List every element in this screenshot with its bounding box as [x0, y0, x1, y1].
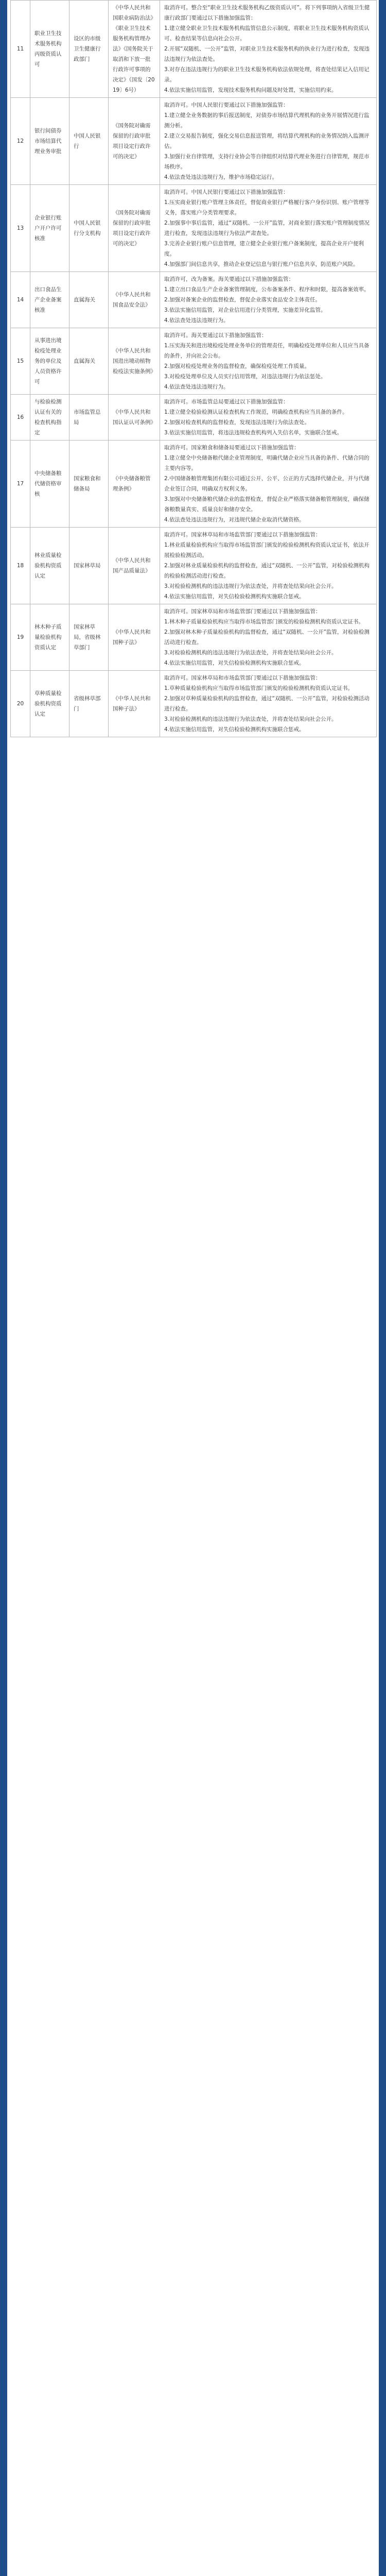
- measure-paragraph: 3.对存在违法违规行为的职业卫生技术服务机构依法依规处理，将查处结果记入信用记录。: [164, 66, 370, 83]
- measures-cell: [160, 272, 377, 328]
- implementing-org: 直属海关: [69, 272, 109, 328]
- item-name: 中央储备粮代储资格审核: [30, 440, 69, 528]
- table-row: [11, 395, 377, 440]
- measure-paragraph: 1.建立健全中央储备粮代储企业管理制度，明确代储企业应当具备的条件、代储合同的主要内容等。: [164, 455, 370, 471]
- row-number: 17: [11, 440, 30, 528]
- measure-paragraph: 取消许可。市场监管总局要通过以下措施加强监管：: [164, 399, 289, 405]
- item-name: 从事进出境检疫处理业务的单位及人员资格许可: [30, 328, 69, 395]
- measure-paragraph: 3.加强对中央储备粮代储企业的监督检查，督促企业严格落实储备粮管理制度，确保储备粮数量真实、质量良好和储存安全。: [164, 496, 370, 513]
- measures-cell: [160, 185, 377, 272]
- legal-basis: 《中华人民共和国认证认可条例》: [109, 395, 160, 440]
- implementing-org: 中国人民银行分支机构: [69, 185, 109, 272]
- measure-paragraph: 2.加强对检查机构的监督检查，发现违法违规行为依法查处。: [164, 419, 310, 426]
- measure-paragraph: 4.依法查处违法违规行为。: [164, 384, 229, 390]
- item-name: 企业银行账户开户许可核准: [30, 185, 69, 272]
- measure-paragraph: 1.建立健全检验检测认证检查机构工作规范，明确检查机构应当具备的条件。: [164, 409, 348, 415]
- measure-paragraph: 2.中国储备粮管理集团有限公司通过公开、公平、公正的方式选择代储企业，并与代储企业签订合同，明确双方权利义务。: [164, 476, 370, 492]
- measures-table: [10, 0, 377, 737]
- table-row: [11, 1, 377, 98]
- table-row: [11, 528, 377, 604]
- measure-paragraph: 2.加强对备案企业的监督检查，督促企业落实食品安全主体责任。: [164, 297, 321, 303]
- measure-paragraph: 2.加强对草种质量检验机构的监督检查，通过“双随机、一公开”监管，对检验检测活动进行检查。: [164, 696, 370, 712]
- legal-basis: 《中华人民共和国种子法》: [109, 604, 160, 671]
- implementing-org: 直属海关: [69, 328, 109, 395]
- measure-paragraph: 2.加强对林业质量检验机构的监督检查，通过“双随机、一公开”监管，对检验检测机构的检验检测活动进行检查。: [164, 563, 370, 579]
- measure-paragraph: 4.依法查处违法违规行为，对违规代储企业取消代储资格。: [164, 517, 305, 523]
- row-number: 19: [11, 604, 30, 671]
- item-name: 林业质量检验机构资质认定: [30, 528, 69, 604]
- row-number: 16: [11, 395, 30, 440]
- item-name: 出口食品生产企业备案核准: [30, 272, 69, 328]
- legal-basis: 《中央储备粮管理条例》: [109, 440, 160, 528]
- measures-cell: [160, 98, 377, 185]
- implementing-org: 国家粮食和储备局: [69, 440, 109, 528]
- row-number: 14: [11, 272, 30, 328]
- table-body: [11, 1, 377, 737]
- measure-paragraph: 4.依法实施信用监管，对失信检验检测机构实施联合惩戒。: [164, 594, 305, 600]
- measure-paragraph: 取消许可。国家林草局和市场监管部门要通过以下措施加强监管：: [164, 675, 321, 681]
- item-name: 与检验检测认证有关的检查机构指定: [30, 395, 69, 440]
- measure-paragraph: 2.加强事中事后监管，通过“双随机、一公开”监管，对商业银行落实账户管理制度情况进行检查，发现违法违规行为依法严肃查处。: [164, 220, 370, 236]
- measure-paragraph: 4.依法查处违法违规行为，维护市场稳定运行。: [164, 174, 278, 180]
- legal-basis: 《中华人民共和国产品质量法》: [109, 528, 160, 604]
- measures-cell: [160, 328, 377, 395]
- item-name: 林木种子质量检验机构资质认定: [30, 604, 69, 671]
- legal-basis: 《中华人民共和国职业病防治法》《职业卫生技术服务机构管理办法》《国务院关于取消和下放一批行政许可事项的决定》（国发〔2019〕6号）: [109, 1, 160, 98]
- measure-paragraph: 1.压实商业银行账户管理主体责任，督促商业银行严格履行客户身份识别、账户管理等义务，落实账户分类管理要求。: [164, 199, 370, 216]
- table-row: [11, 440, 377, 528]
- measure-paragraph: 4.依法实施信用监管，对失信检验检测机构实施联合惩戒。: [164, 660, 305, 666]
- measure-paragraph: 3.依法实施信用监管，对企业信用进行分类管理，实施差异化监管。: [164, 307, 326, 313]
- item-name: 职业卫生技术服务机构丙级资质认可: [30, 1, 69, 98]
- table-row: [11, 185, 377, 272]
- measure-paragraph: 取消许可。中国人民银行要通过以下措施加强监管：: [164, 102, 289, 108]
- row-number: 13: [11, 185, 30, 272]
- legal-basis: 《国务院对确需保留的行政审批项目设定行政许可的决定》: [109, 98, 160, 185]
- measure-paragraph: 1.林业质量检验机构应当取得市场监管部门颁发的检验检测机构资质认定证书，依法开展检验检测活动。: [164, 542, 370, 558]
- measure-paragraph: 取消许可。整合至“职业卫生技术服务机构乙级资质认可”。将下列事项纳入省级卫生健康行政部门要通过以下措施加强监管：: [164, 5, 370, 21]
- table-row: [11, 671, 377, 737]
- measure-paragraph: 取消许可。海关要通过以下措施加强监管：: [164, 332, 267, 338]
- legal-basis: 《中华人民共和国食品安全法》: [109, 272, 160, 328]
- row-number: 12: [11, 98, 30, 185]
- row-number: 15: [11, 328, 30, 395]
- measure-paragraph: 4.依法查处违法违规行为。: [164, 317, 229, 324]
- measure-paragraph: 1.建立健全业务数据的事后报送制度，对债券市场结算代理机构的业务开展情况进行监测分析。: [164, 112, 370, 129]
- implementing-org: 市场监管总局: [69, 395, 109, 440]
- measures-cell: [160, 440, 377, 528]
- measure-paragraph: 3.对检疫处理单位及人员实行信用管理，对违法违规行为依法惩处。: [164, 374, 326, 380]
- measure-paragraph: 1.草种质量检验机构应当取得市场监管部门颁发的检验检测机构资质认定证书。: [164, 685, 354, 691]
- legal-basis: 《中华人民共和国进出境动植物检疫法实施条例》: [109, 328, 160, 395]
- row-number: 18: [11, 528, 30, 604]
- measure-paragraph: 3.完善企业银行账户信息管理，建立健全企业银行账户备案制度，提高企业开户便利度。: [164, 241, 364, 257]
- measures-cell: [160, 395, 377, 440]
- row-number: 11: [11, 1, 30, 98]
- table-row: [11, 604, 377, 671]
- legal-basis: 《国务院对确需保留的行政审批项目设定行政许可的决定》: [109, 185, 160, 272]
- implementing-org: 国家林草局: [69, 528, 109, 604]
- measure-paragraph: 取消许可。国家林草局和市场监管部门要通过以下措施加强监管：: [164, 532, 321, 538]
- measures-cell: [160, 528, 377, 604]
- measure-paragraph: 取消许可。国家粮食和储备局要通过以下措施加强监管：: [164, 445, 300, 451]
- implementing-org: 中国人民银行: [69, 98, 109, 185]
- measure-paragraph: 取消许可。国家林草局和市场监管部门要通过以下措施加强监管：: [164, 608, 321, 615]
- table-row: [11, 272, 377, 328]
- table-row: [11, 98, 377, 185]
- measure-paragraph: 3.依法实施信用监管，将违法违规检查机构列入失信名单，实施联合惩戒。: [164, 430, 343, 436]
- measure-paragraph: 取消许可。中国人民银行要通过以下措施加强监管：: [164, 189, 289, 195]
- measure-paragraph: 3.对检验检测机构的违法违规行为依法查处，并将查处结果向社会公开。: [164, 650, 337, 656]
- item-name: 银行间债券市场结算代理业务审批: [30, 98, 69, 185]
- measure-paragraph: 2.加强对检疫处理业务的监督检查，确保检疫处理工作质量。: [164, 363, 310, 369]
- measure-paragraph: 4.依法实施信用监管，对失信检验检测机构实施联合惩戒。: [164, 726, 305, 733]
- measure-paragraph: 1.林木种子质量检验机构应当取得市场监管部门颁发的检验检测机构资质认定证书。: [164, 619, 364, 625]
- measure-paragraph: 2.加强对林木种子质量检验机构的监督检查，通过“双随机、一公开”监管，对检验检测活动进行检查。: [164, 629, 370, 646]
- measure-paragraph: 4.依法实施信用监管，发现技术服务机构问题及时处置，实施信用约束。: [164, 87, 337, 93]
- item-name: 草种质量检验机构资质认定: [30, 671, 69, 737]
- measure-paragraph: 3.对检验检测机构的违法违规行为依法查处，并将查处结果向社会公开。: [164, 583, 337, 589]
- measure-paragraph: 1.压实海关和进出境检疫处理业务单位的管理责任，明确检疫处理单位和人员应当具备的条件，并向社会公布。: [164, 343, 370, 359]
- measure-paragraph: 取消许可，改为备案。海关要通过以下措施加强监管：: [164, 276, 294, 282]
- legal-basis: 《中华人民共和国种子法》: [109, 671, 160, 737]
- implementing-org: 国家林草局，省级林草部门: [69, 604, 109, 671]
- measure-paragraph: 3.对检验检测机构的违法违规行为依法查处，并将查处结果向社会公开。: [164, 716, 337, 722]
- implementing-org: 省级林草部门: [69, 671, 109, 737]
- measures-cell: [160, 604, 377, 671]
- measure-paragraph: 3.加强行业自律管理，支持行业协会等自律组织对结算代理业务进行自律管理，规范市场秩序。: [164, 154, 370, 170]
- measure-paragraph: 2.建立交易报告制度，强化交易信息报送管理，将结算代理机构的业务情况纳入监测评估。: [164, 133, 370, 149]
- measure-paragraph: 2.开展“双随机、一公开”监管，对职业卫生技术服务机构的执业行为进行检查，发现违法违规行为依法查处。: [164, 46, 370, 62]
- row-number: 20: [11, 671, 30, 737]
- table-row: [11, 328, 377, 395]
- measure-paragraph: 1.建立健全职业卫生技术服务机构监管信息公示制度，将职业卫生技术服务机构资质认可、检查结果等信息向社会公开。: [164, 25, 370, 42]
- measures-cell: [160, 671, 377, 737]
- measure-paragraph: 4.加强部门间信息共享，推动企业登记信息与银行账户信息共享，防范账户风险。: [164, 261, 359, 267]
- measure-paragraph: 1.建立出口食品生产企业备案管理制度，公布备案条件、程序和时限，提高备案效率。: [164, 286, 370, 293]
- measures-cell: [160, 1, 377, 98]
- implementing-org: 设区的市级卫生健康行政部门: [69, 1, 109, 98]
